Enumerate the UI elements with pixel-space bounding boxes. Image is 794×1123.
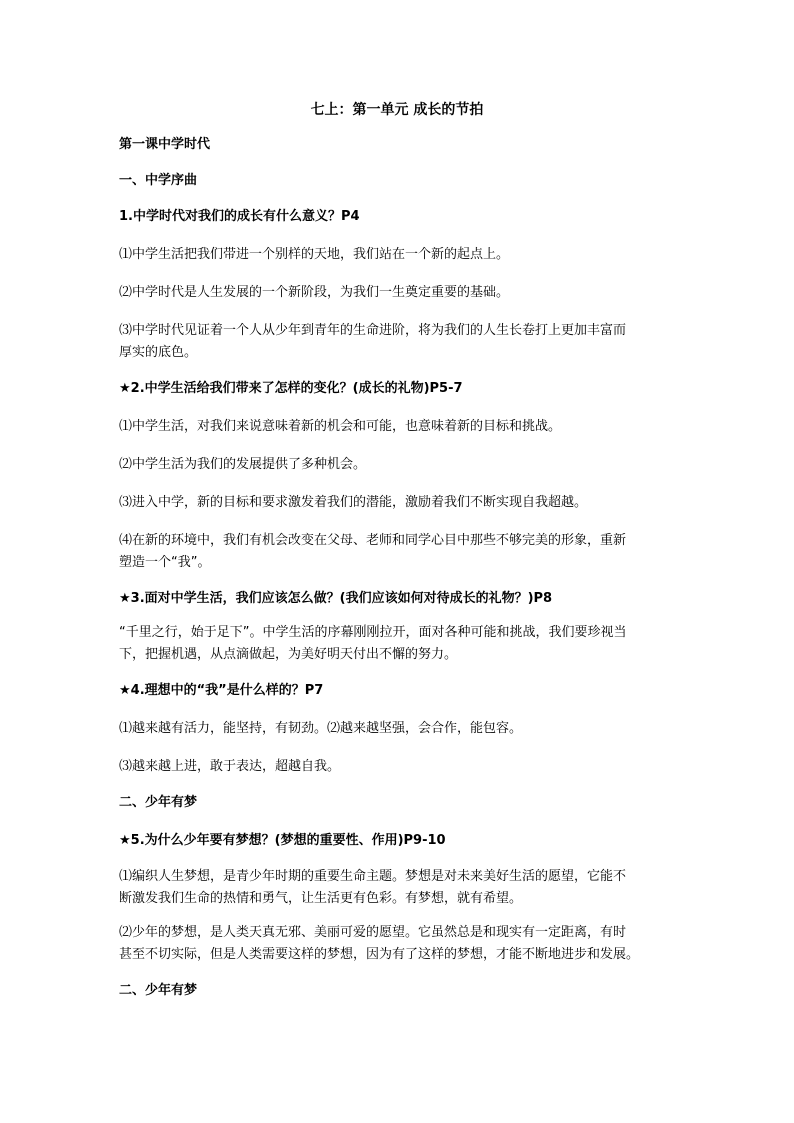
- answer-5-1: [119, 866, 679, 910]
- answer-2-3: ⑶进入中学，新的目标和要求激发着我们的潜能，激励着我们不断实现自我超越。: [119, 495, 588, 510]
- answer-5-1-line-1: ⑴编织人生梦想，是青少年时期的重要生命主题。梦想是对未来美好生活的愿望，它能不: [119, 869, 627, 884]
- answer-3-1-line-2: 下，把握机遇，从点滴做起，为美好明天付出不懈的努力。: [119, 647, 458, 662]
- question-5: ★5.为什么少年要有梦想？(梦想的重要性、作用)P9-10: [119, 833, 446, 848]
- answer-1-3: [119, 320, 679, 364]
- question-4: ★4.理想中的“我”是什么样的？P7: [119, 683, 324, 698]
- answer-5-2-line-2: 甚至不切实际，但是人类需要这样的梦想，因为有了这样的梦想，才能不断地进步和发展。: [119, 947, 640, 962]
- section-heading-2: 二、少年有梦: [119, 795, 198, 810]
- answer-2-4-line-1: ⑷在新的环境中，我们有机会改变在父母、老师和同学心目中那些不够完美的形象，重新: [119, 533, 627, 548]
- answer-5-2-line-1: ⑵少年的梦想，是人类天真无邪、美丽可爱的愿望。它虽然总是和现实有一定距离，有时: [119, 925, 627, 940]
- answer-1-2: ⑵中学时代是人生发展的一个新阶段，为我们一生奠定重要的基础。: [119, 285, 510, 300]
- answer-1-3-line-1: ⑶中学时代见证着一个人从少年到青年的生命进阶，将为我们的人生长卷打上更加丰富而: [119, 323, 627, 338]
- section-heading-2-repeat: 二、少年有梦: [119, 983, 198, 998]
- answer-2-1: ⑴中学生活，对我们来说意味着新的机会和可能，也意味着新的目标和挑战。: [119, 419, 562, 434]
- answer-5-2: [119, 922, 679, 966]
- question-3: ★3.面对中学生活，我们应该怎么做？(我们应该如何对待成长的礼物？)P8: [119, 591, 553, 606]
- answer-2-4-line-2: 塑造一个“我”。: [119, 555, 211, 570]
- answer-2-2: ⑵中学生活为我们的发展提供了多种机会。: [119, 457, 367, 472]
- answer-5-1-line-2: 断激发我们生命的热情和勇气，让生活更有色彩。有梦想，就有希望。: [119, 891, 523, 906]
- answer-2-4: [119, 530, 679, 574]
- answer-1-3-line-2: 厚实的底色。: [119, 345, 198, 360]
- section-heading-1: 一、中学序曲: [119, 173, 198, 188]
- lesson-heading: 第一课中学时代: [119, 137, 211, 152]
- answer-4-2: ⑶越来越上进，敢于表达，超越自我。: [119, 759, 341, 774]
- question-2: ★2.中学生活给我们带来了怎样的变化？(成长的礼物)P5-7: [119, 381, 463, 396]
- document-title: 七上：第一单元 成长的节拍: [310, 102, 484, 118]
- answer-3-1: [119, 622, 679, 666]
- answer-4-1: ⑴越来越有活力，能坚持，有韧劲。⑵越来越坚强，会合作，能包容。: [119, 721, 523, 736]
- answer-3-1-line-1: “千里之行，始于足下”。中学生活的序幕刚刚拉开，面对各种可能和挑战，我们要珍视当: [119, 625, 627, 640]
- document-body: [119, 134, 679, 1002]
- question-1: 1.中学时代对我们的成长有什么意义？P4: [119, 209, 360, 224]
- answer-1-1: ⑴中学生活把我们带进一个别样的天地，我们站在一个新的起点上。: [119, 247, 510, 262]
